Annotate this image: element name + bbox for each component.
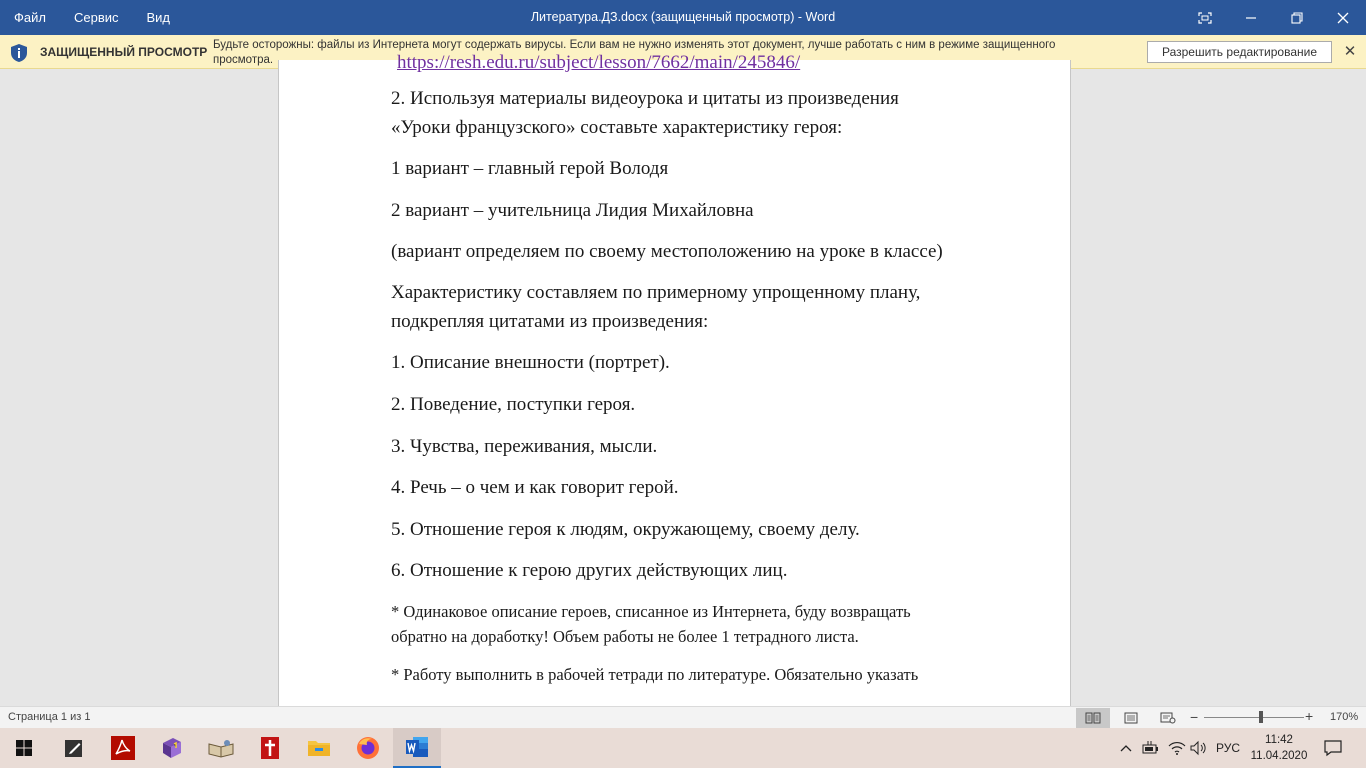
close-protected-bar-icon[interactable]: ✕: [1343, 43, 1357, 60]
firefox-icon: [356, 736, 380, 760]
note: * Работу выполнить в рабочей тетради по литературе. Обязательно указать: [391, 665, 919, 684]
enable-editing-button[interactable]: Разрешить редактирование: [1147, 41, 1332, 63]
zoom-slider-thumb[interactable]: [1259, 711, 1263, 723]
notification-icon: [1324, 740, 1342, 756]
input-language[interactable]: РУС: [1215, 741, 1241, 755]
fullscreen-icon: [1198, 12, 1212, 24]
minimize-icon: [1245, 12, 1257, 24]
close-icon: [1337, 12, 1349, 24]
book-icon: [160, 736, 184, 760]
restore-button[interactable]: [1274, 0, 1320, 35]
menu-file[interactable]: Файл: [14, 10, 46, 25]
shield-info-icon: [10, 43, 28, 63]
paragraph: 1 вариант – главный герой Володя: [391, 158, 669, 179]
paragraph: Характеристику составляем по примерному упрощенному плану,: [391, 282, 921, 303]
window-title: Литература.ДЗ.docx (защищенный просмотр) - Word: [530, 10, 836, 24]
read-mode-button[interactable]: [1076, 708, 1110, 728]
taskbar-app-word[interactable]: [393, 728, 441, 768]
plan-item: 4. Речь – о чем и как говорит герой.: [391, 477, 679, 498]
paragraph: «Уроки французского» составьте характеристику героя:: [391, 117, 843, 138]
show-hidden-icons-button[interactable]: [1116, 728, 1136, 768]
menu-view[interactable]: Вид: [146, 10, 171, 25]
clock-date: 11.04.2020: [1250, 750, 1308, 762]
fullscreen-button[interactable]: [1182, 0, 1228, 35]
taskbar-app-cross[interactable]: [246, 728, 294, 768]
paragraph: 2. Используя материалы видеоурока и цитаты из произведения: [391, 88, 899, 109]
note: * Одинаковое описание героев, списанное из Интернета, буду возвращать: [391, 602, 911, 621]
protected-view-message-line2: просмотра.: [213, 54, 274, 66]
open-book-icon: [208, 738, 234, 758]
network-button[interactable]: [1166, 728, 1188, 768]
menu-bar: [0, 0, 184, 35]
battery-button[interactable]: [1140, 728, 1162, 768]
taskbar-app-notes[interactable]: [50, 728, 98, 768]
menu-tools[interactable]: Сервис: [73, 10, 119, 25]
window-controls: [1182, 0, 1366, 35]
taskbar: [0, 728, 1366, 768]
read-mode-icon: [1085, 712, 1101, 724]
web-layout-icon: [1160, 712, 1176, 724]
zoom-out-button[interactable]: −: [1190, 709, 1199, 725]
protected-view-title: ЗАЩИЩЕННЫЙ ПРОСМОТР: [40, 45, 208, 59]
title-bar: [0, 0, 1366, 35]
paragraph: 2 вариант – учительница Лидия Михайловна: [391, 200, 754, 221]
status-bar: [0, 706, 1366, 728]
protected-view-message-line1: Будьте осторожны: файлы из Интернета могут содержать вирусы. Если вам не нужно изменять этот документ, лучше работать с ним в режиме защищенного: [213, 39, 1056, 51]
notepad-pen-icon: [64, 738, 84, 758]
start-button[interactable]: [0, 728, 48, 768]
chevron-up-icon: [1120, 744, 1132, 752]
taskbar-app-firefox[interactable]: [344, 728, 392, 768]
document-page: [278, 52, 1071, 720]
acrobat-icon: [111, 736, 135, 760]
notifications-button[interactable]: [1318, 728, 1348, 768]
taskbar-app-bible[interactable]: [148, 728, 196, 768]
paragraph: (вариант определяем по своему местоположению на уроке в классе): [391, 241, 943, 262]
plan-item: 2. Поведение, поступки героя.: [391, 394, 636, 415]
battery-plug-icon: [1142, 741, 1160, 755]
plan-item: 3. Чувства, переживания, мысли.: [391, 436, 658, 457]
windows-icon: [16, 740, 32, 756]
minimize-button[interactable]: [1228, 0, 1274, 35]
plan-item: 6. Отношение к герою других действующих лиц.: [391, 560, 788, 581]
restore-icon: [1291, 12, 1303, 24]
zoom-level[interactable]: 170%: [1330, 711, 1359, 723]
taskbar-app-explorer[interactable]: [295, 728, 343, 768]
taskbar-app-acrobat[interactable]: [99, 728, 147, 768]
plan-item: 5. Отношение героя к людям, окружающему, своему делу.: [391, 519, 860, 540]
volume-button[interactable]: [1188, 728, 1210, 768]
taskbar-app-reader[interactable]: [197, 728, 245, 768]
paragraph: подкрепляя цитатами из произведения:: [391, 311, 709, 332]
note: обратно на доработку! Объем работы не более 1 тетрадного листа.: [391, 627, 859, 646]
zoom-slider-track[interactable]: [1204, 717, 1304, 718]
close-button[interactable]: [1320, 0, 1366, 35]
print-layout-icon: [1124, 712, 1138, 724]
word-icon: [405, 735, 429, 759]
web-layout-button[interactable]: [1151, 708, 1185, 728]
clock[interactable]: [1246, 732, 1312, 764]
zoom-in-button[interactable]: +: [1305, 708, 1314, 724]
plan-item: 1. Описание внешности (портрет).: [391, 352, 670, 373]
cross-book-icon: [260, 736, 280, 760]
lesson-link[interactable]: https://resh.edu.ru/subject/lesson/7662/main/245846/: [397, 52, 801, 73]
wifi-icon: [1168, 741, 1186, 755]
folder-icon: [307, 738, 331, 758]
clock-time: 11:42: [1265, 734, 1293, 746]
page-count: Страница 1 из 1: [8, 711, 91, 723]
speaker-icon: [1190, 741, 1208, 755]
print-layout-button[interactable]: [1114, 708, 1148, 728]
